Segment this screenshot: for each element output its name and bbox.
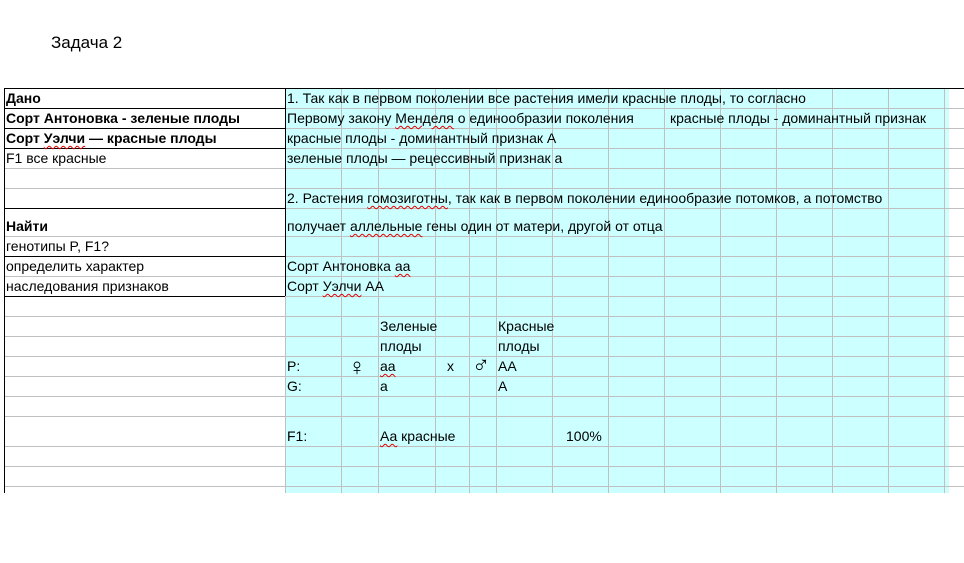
- parents-label: P:: [287, 358, 301, 374]
- solution-line-2: Первому закону Менделя о единообразии поколения: [287, 110, 634, 126]
- solution-line-3: красные плоды - доминантный признак А: [287, 130, 557, 146]
- green-fruit-label-2: плоды: [380, 338, 422, 354]
- given-variety-2: Сорт Уэлчи — красные плоды: [6, 130, 217, 146]
- solution-line-1: 1. Так как в первом поколении все растения имели красные плоды, то согласно: [287, 90, 806, 106]
- red-fruit-label-2: плоды: [498, 338, 540, 354]
- given-f1: F1 все красные: [6, 150, 107, 166]
- given-heading: Дано: [6, 90, 41, 106]
- given-variety-1: Сорт Антоновка - зеленые плоды: [6, 110, 240, 126]
- red-fruit-label-1: Красные: [498, 318, 555, 334]
- female-icon: ♀: [348, 354, 366, 381]
- cross-sign: x: [447, 358, 454, 374]
- solution-line-2-tail: красные плоды - доминантный признак: [670, 110, 927, 126]
- genotype-variety-2: Сорт Уэлчи АА: [287, 278, 384, 294]
- gamete-female: а: [380, 378, 388, 394]
- gamete-male: А: [498, 378, 508, 394]
- spreadsheet: [4, 88, 964, 493]
- parent-male-genotype: АА: [498, 358, 517, 374]
- solution-line-5: 2. Растения гомозиготны, так как в первом поколении единообразие потомков, а потомство: [287, 190, 883, 206]
- find-task-line-2: наследования признаков: [6, 278, 169, 294]
- parent-female-genotype: аа: [380, 358, 396, 374]
- gametes-label: G:: [287, 378, 302, 394]
- solution-line-4: зеленые плоды — рецессивный признак а: [287, 150, 563, 166]
- male-icon: ♂: [472, 352, 490, 379]
- f1-percent: 100%: [566, 428, 602, 444]
- page-title: Задача 2: [51, 33, 123, 52]
- f1-label: F1:: [287, 428, 308, 444]
- solution-line-6: получает аллельные гены один от матери, другой от отца: [287, 218, 663, 234]
- green-fruit-label-1: Зеленые: [380, 318, 438, 334]
- f1-result: Аа красные: [380, 428, 456, 444]
- genotype-variety-1: Сорт Антоновка аа: [287, 258, 411, 274]
- find-task-line-1: определить характер: [6, 258, 145, 274]
- find-heading: Найти: [6, 218, 48, 234]
- find-genotypes: генотипы P, F1?: [6, 238, 109, 254]
